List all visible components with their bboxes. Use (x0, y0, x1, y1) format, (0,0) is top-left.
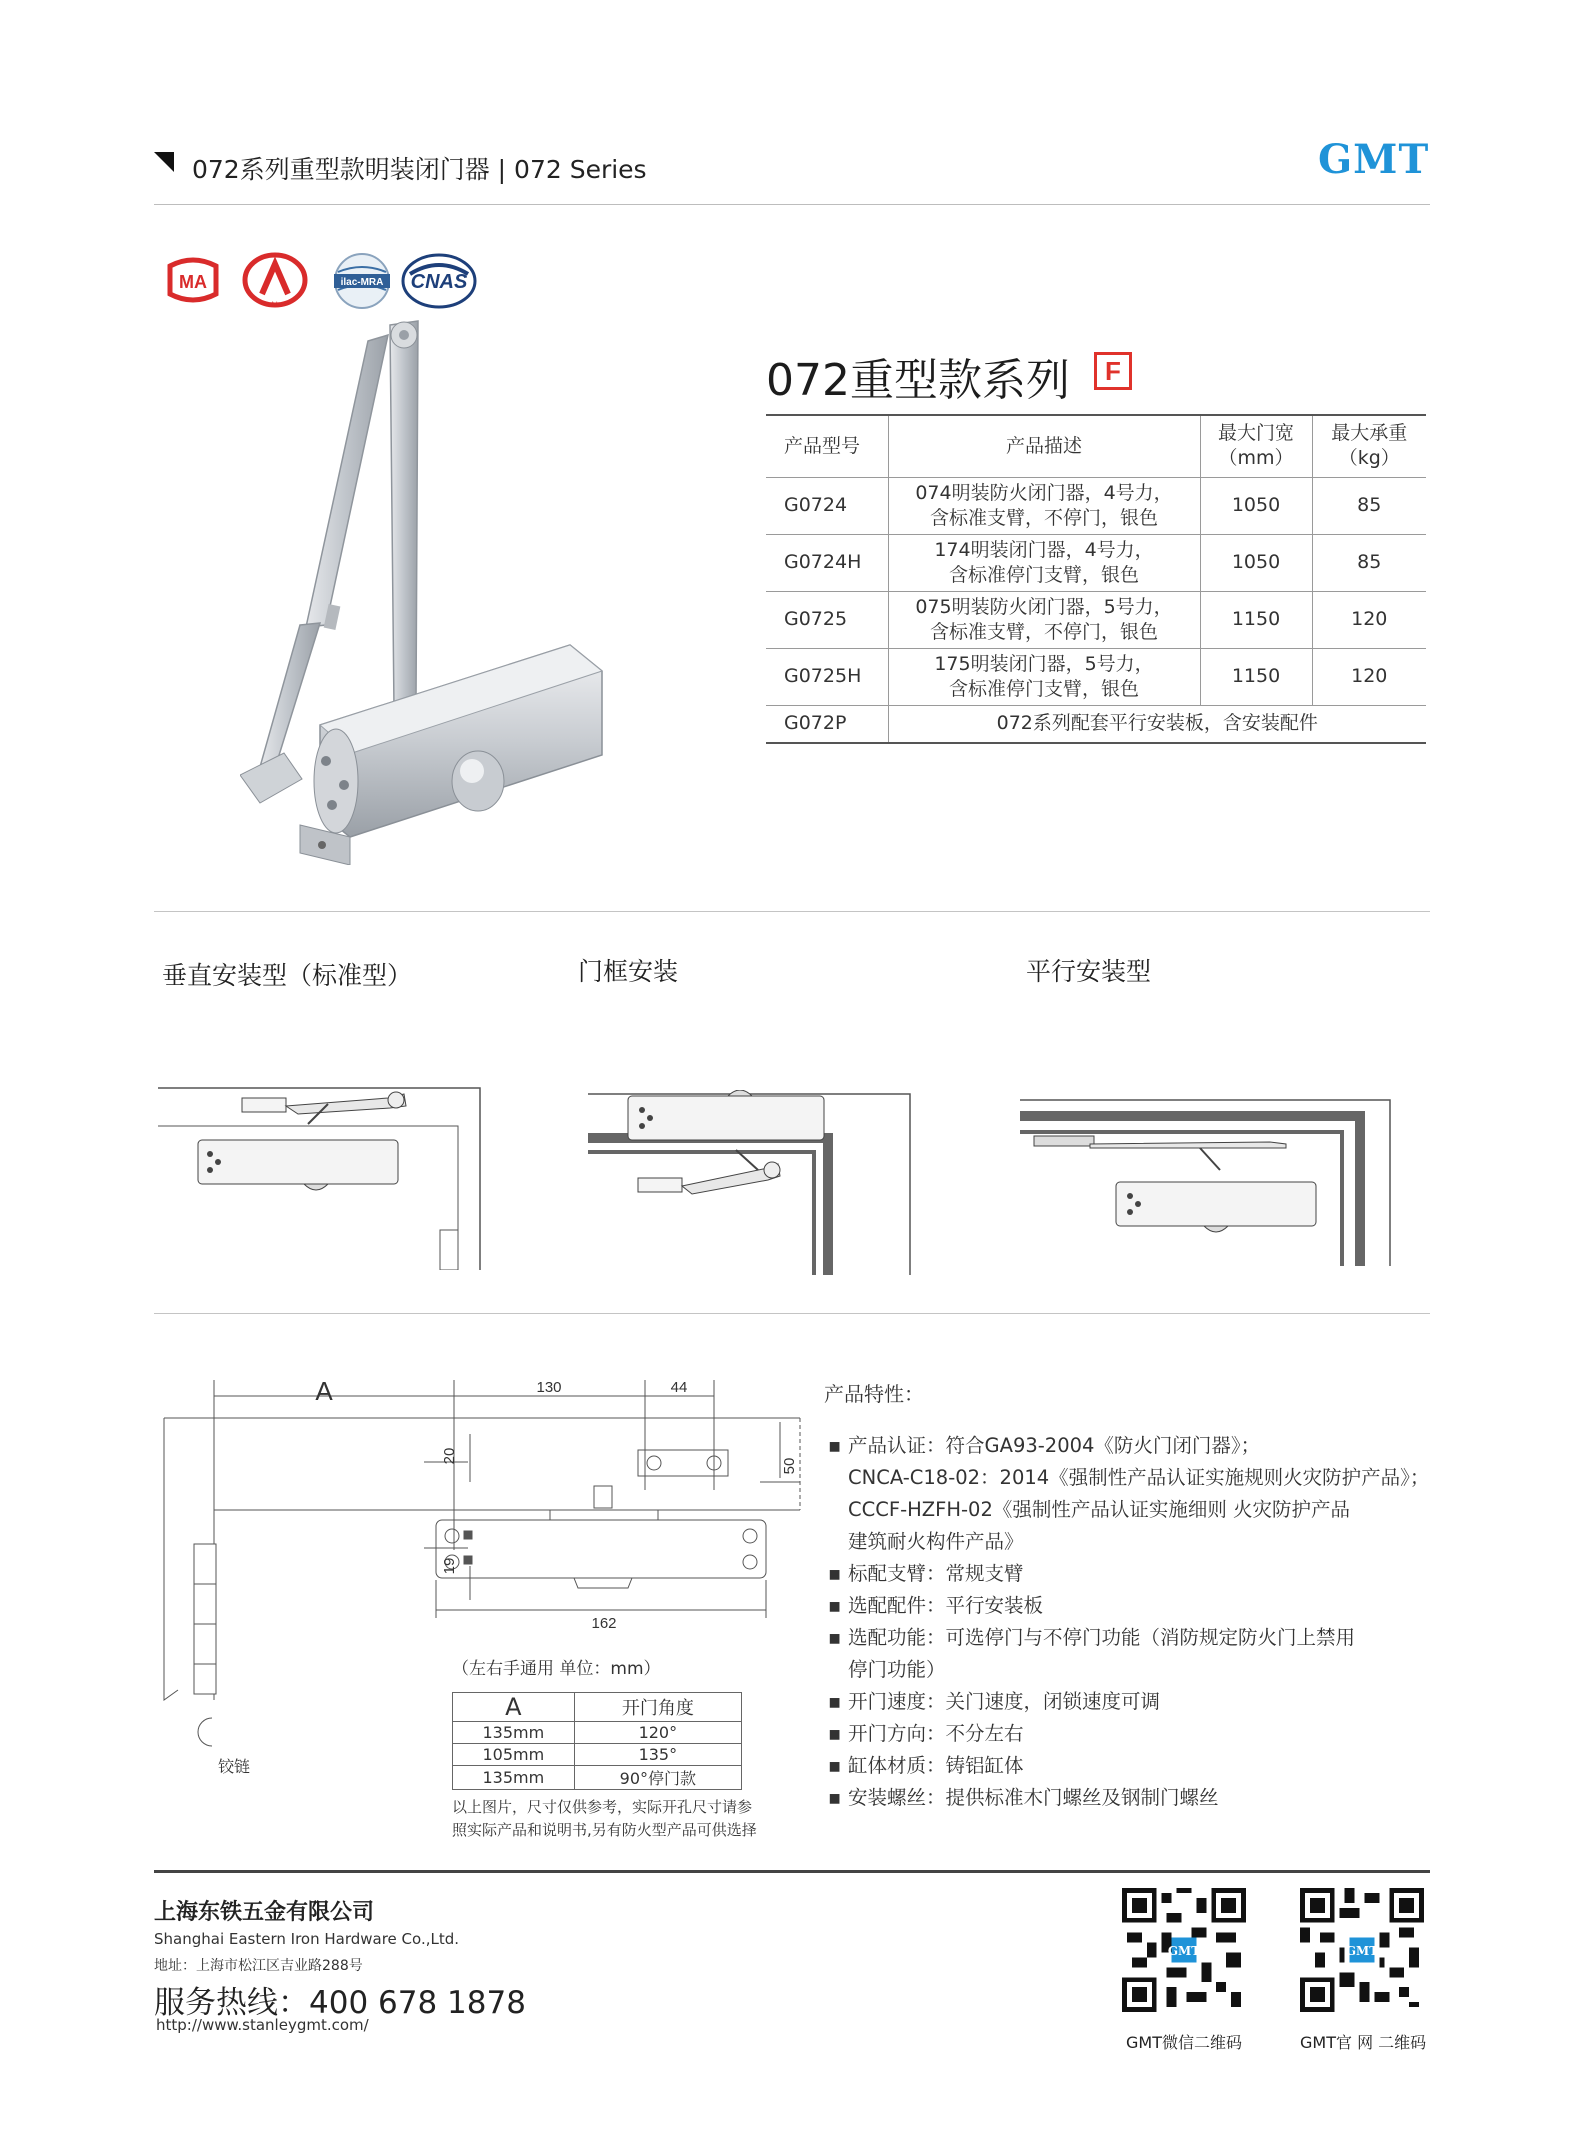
install-frame-title: 门框安装 (578, 957, 679, 986)
brand-logo: GMT (1318, 136, 1430, 183)
spec-table-header (766, 415, 1426, 477)
disclaimer-line1: 以上图片，尺寸仅供参考，实际开孔尺寸请参 (452, 1798, 753, 1816)
cell-model: G0725H (766, 648, 888, 705)
feature-line: 产品认证：符合GA93-2004《防火门闭门器》； (848, 1434, 1261, 1457)
cal-label: A L (270, 302, 280, 308)
cell-max-width: 1050 (1200, 534, 1312, 591)
product-series-title: 072重型款系列 (766, 355, 1070, 406)
angle-cell-a: 105mm (453, 1744, 575, 1766)
cell-max-load: 85 (1312, 534, 1426, 591)
features-list (828, 1430, 1448, 1814)
feature-line: CCCF-HZFH-02《强制性产品认证实施细则 火灾防护产品 (848, 1498, 1351, 1521)
hinge-label: 铰链 (218, 1759, 251, 1776)
angle-cell-angle: 135° (574, 1744, 741, 1766)
list-item (828, 1558, 1448, 1590)
bullet-icon: ▪ (828, 1434, 842, 1457)
cell-description (888, 591, 1200, 648)
cnas-label: CNAS (410, 271, 468, 293)
features-title: 产品特性： (824, 1382, 924, 1406)
cell-description-line1: 175明装闭门器，5号力， (934, 652, 1154, 675)
dim-44-label: 44 (670, 1379, 688, 1396)
section-divider (154, 911, 1430, 912)
cal-logo-icon (242, 252, 308, 308)
table-row (766, 705, 1426, 743)
cell-description-line2: 含标准停门支臂，银色 (948, 563, 1139, 586)
dim-50-label: 50 (781, 1457, 798, 1475)
company-name-en: Shanghai Eastern Iron Hardware Co.,Ltd. (154, 1930, 460, 1948)
cell-max-load: 85 (1312, 477, 1426, 534)
header-max-width (1200, 415, 1312, 477)
page-title: 072系列重型款明装闭门器 | 072 Series (192, 155, 647, 184)
table-row (766, 534, 1426, 591)
cell-max-width: 1050 (1200, 477, 1312, 534)
list-item (828, 1622, 1448, 1686)
table-row (766, 591, 1426, 648)
cell-max-width: 1150 (1200, 591, 1312, 648)
bullet-icon: ▪ (828, 1594, 842, 1617)
table-row (453, 1744, 742, 1766)
feature-line: 停门功能） (848, 1658, 946, 1681)
opening-angle-table (452, 1692, 742, 1790)
bullet-icon: ▪ (828, 1786, 842, 1809)
header-model: 产品型号 (766, 415, 888, 477)
table-row (453, 1722, 742, 1744)
cell-description-line1: 174明装闭门器，4号力， (934, 538, 1154, 561)
cell-model: G072P (766, 705, 888, 743)
install-parallel-title: 平行安装型 (1026, 957, 1152, 986)
cell-description-line1: 074明装防火闭门器，4号力， (915, 481, 1173, 504)
table-row (766, 477, 1426, 534)
header-marker-triangle (154, 152, 174, 172)
feature-line: CNCA-C18-02：2014《强制性产品认证实施规则火灾防护产品》； (848, 1466, 1430, 1489)
install-vertical-title: 垂直安装型（标准型） (162, 961, 413, 990)
website-qr-code-icon (1300, 1888, 1424, 2012)
bullet-icon: ▪ (828, 1626, 842, 1649)
dimension-unit-note: （左右手通用 单位：mm） (452, 1659, 661, 1679)
header-max-width-line1: 最大门宽 (1217, 422, 1294, 445)
cnas-logo-icon (400, 252, 478, 310)
cell-description: 072系列配套平行安装板，含安装配件 (888, 705, 1426, 743)
ilac-mra-logo-icon (330, 252, 394, 310)
cell-description (888, 648, 1200, 705)
feature-line: 建筑耐火构件产品》 (848, 1530, 1024, 1553)
bullet-icon: ▪ (828, 1722, 842, 1745)
angle-header-angle: 开门角度 (574, 1693, 741, 1722)
footer-divider (154, 1870, 1430, 1873)
cell-description (888, 477, 1200, 534)
bullet-icon: ▪ (828, 1754, 842, 1777)
header-max-load (1312, 415, 1426, 477)
cell-model: G0724H (766, 534, 888, 591)
header-max-load-line2: （kg） (1338, 447, 1400, 470)
dim-20-label: 20 (441, 1447, 458, 1465)
qr-logo-label: GMT (1345, 1943, 1379, 1958)
header-max-load-line1: 最大承重 (1331, 422, 1408, 445)
company-address: 地址：上海市松江区吉业路288号 (154, 1958, 363, 1974)
cma-label: MA (179, 272, 207, 292)
wechat-qr-code-icon (1122, 1888, 1246, 2012)
header-max-width-line2: （mm） (1218, 447, 1294, 470)
cell-max-width: 1150 (1200, 648, 1312, 705)
feature-line: 安装螺丝：提供标准木门螺丝及钢制门螺丝 (848, 1786, 1219, 1809)
feature-line: 标配支臂：常规支臂 (848, 1562, 1024, 1585)
feature-line: 选配功能：可选停门与不停门功能（消防规定防火门上禁用 (848, 1626, 1356, 1649)
vertical-install-diagram (158, 1080, 488, 1270)
cell-description-line1: 075明装防火闭门器，5号力， (915, 595, 1173, 618)
dim-A-label: A (315, 1376, 333, 1406)
list-item (828, 1718, 1448, 1750)
bullet-icon: ▪ (828, 1562, 842, 1585)
door-closer-product-image (240, 305, 650, 865)
ilac-label: ilac-MRA (340, 277, 384, 288)
cma-logo-icon (162, 252, 224, 308)
bullet-icon: ▪ (828, 1690, 842, 1713)
fire-rated-badge: F (1094, 352, 1132, 390)
dim-130-label: 130 (536, 1379, 562, 1396)
dim-19-label: 19 (441, 1557, 458, 1575)
cell-model: G0724 (766, 477, 888, 534)
list-item (828, 1750, 1448, 1782)
disclaimer (452, 1796, 792, 1842)
qr-logo-label: GMT (1167, 1943, 1201, 1958)
website-qr-caption: GMT官 网 二维码 (1300, 2033, 1427, 2052)
spec-table (766, 414, 1426, 744)
angle-cell-angle: 120° (574, 1722, 741, 1744)
list-item (828, 1590, 1448, 1622)
table-row (453, 1766, 742, 1790)
angle-cell-angle: 90°停门款 (574, 1766, 741, 1790)
list-item (828, 1686, 1448, 1718)
angle-cell-a: 135mm (453, 1722, 575, 1744)
feature-line: 开门方向：不分左右 (848, 1722, 1024, 1745)
list-item (828, 1782, 1448, 1814)
cell-max-load: 120 (1312, 591, 1426, 648)
feature-line: 缸体材质：铸铝缸体 (848, 1754, 1024, 1777)
company-name: 上海东铁五金有限公司 (154, 1900, 375, 1925)
header-divider (154, 204, 1430, 205)
list-item (828, 1430, 1448, 1558)
service-hotline: 服务热线：400 678 1878 (154, 1985, 526, 2021)
section-divider (154, 1313, 1430, 1314)
table-row (766, 648, 1426, 705)
cell-description-line2: 含标准支臂，不停门，银色 (929, 620, 1158, 643)
feature-line: 开门速度：关门速度，闭锁速度可调 (848, 1690, 1161, 1713)
cell-description-line2: 含标准支臂，不停门，银色 (929, 506, 1158, 529)
website-link[interactable]: http://www.stanleygmt.com/ (156, 2016, 369, 2034)
angle-table-header (453, 1693, 742, 1722)
angle-cell-a: 135mm (453, 1766, 575, 1790)
header-description: 产品描述 (888, 415, 1200, 477)
disclaimer-line2: 照实际产品和说明书,另有防火型产品可供选择 (452, 1821, 757, 1839)
frame-install-diagram (588, 1090, 918, 1280)
cell-description (888, 534, 1200, 591)
cell-description-line2: 含标准停门支臂，银色 (948, 677, 1139, 700)
wechat-qr-caption: GMT微信二维码 (1126, 2033, 1242, 2052)
feature-line: 选配配件：平行安装板 (848, 1594, 1044, 1617)
parallel-install-diagram (1020, 1086, 1400, 1276)
dim-162-label: 162 (591, 1615, 617, 1632)
angle-header-a: A (453, 1693, 575, 1722)
cell-max-load: 120 (1312, 648, 1426, 705)
cell-model: G0725 (766, 591, 888, 648)
